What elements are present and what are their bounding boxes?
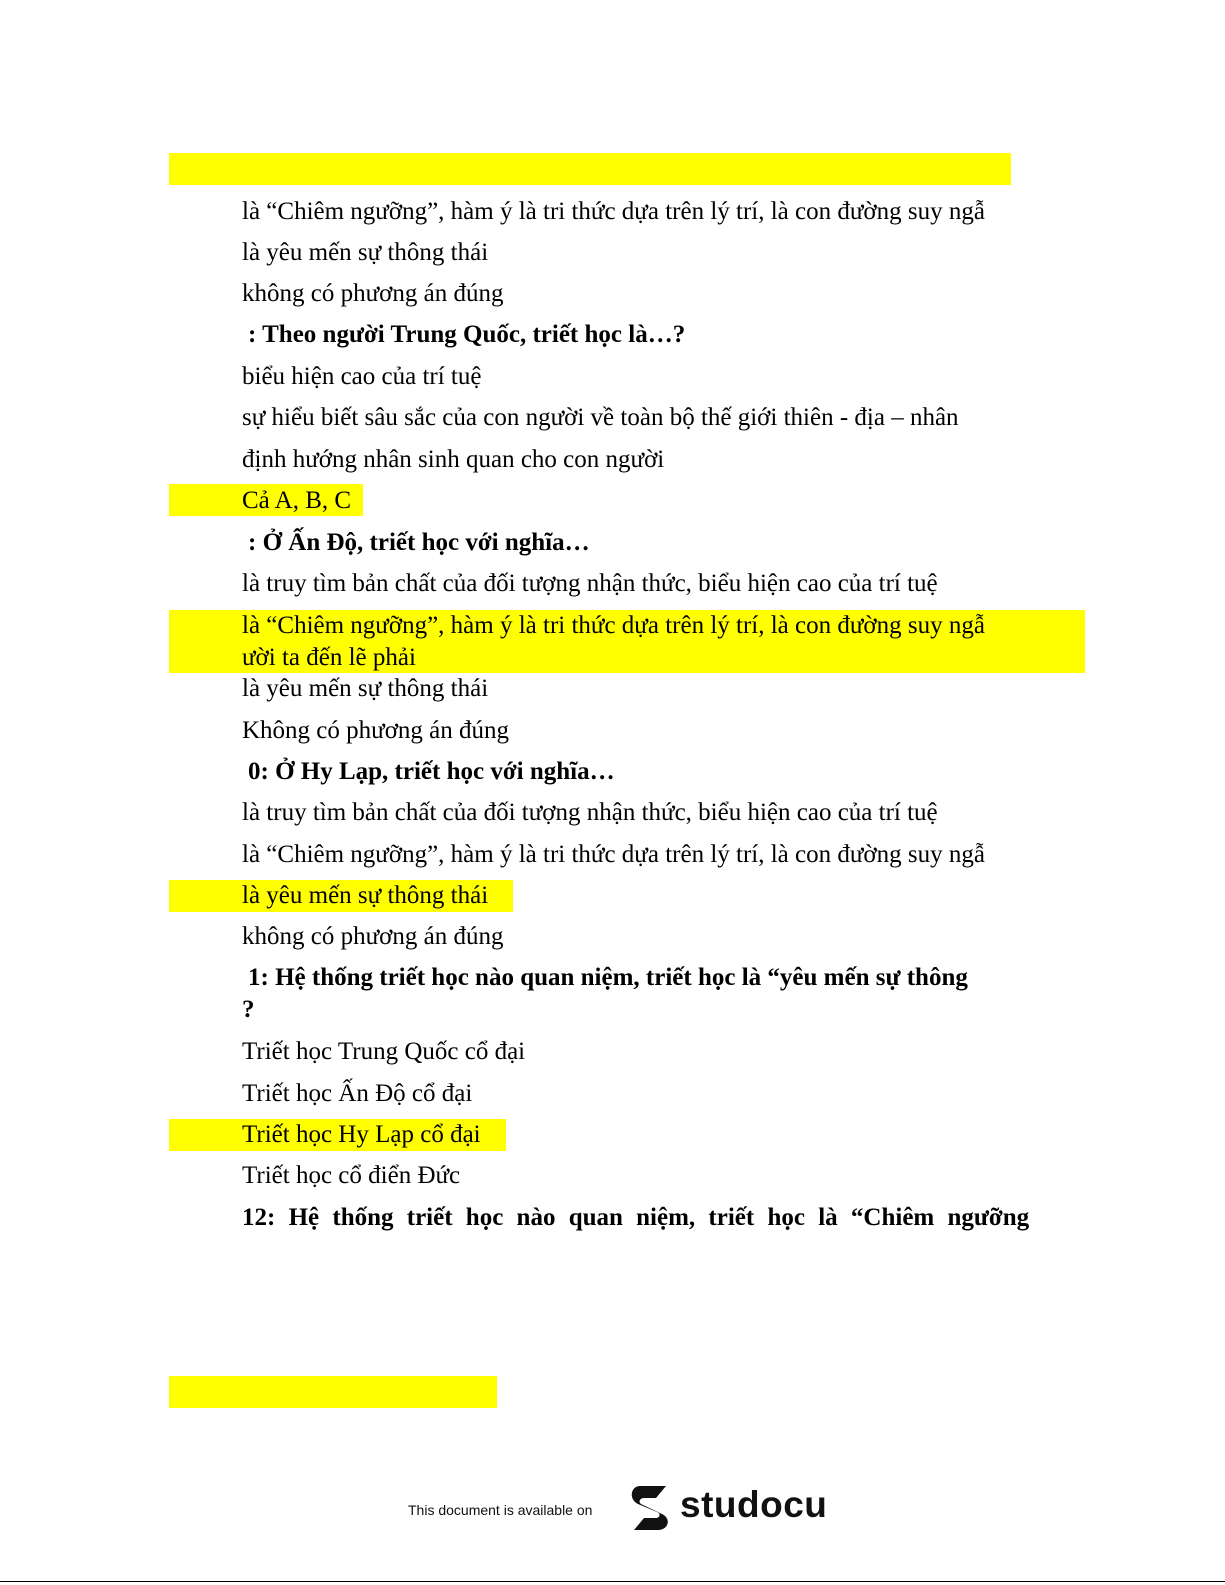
- option-line: là yêu mến sự thông thái: [242, 675, 489, 702]
- correct-answer: Cả A, B, C: [242, 487, 352, 514]
- option-line: là truy tìm bản chất của đối tượng nhận thức, biểu hiện cao của trí tuệ: [242, 799, 938, 826]
- option-line: Không có phương án đúng: [242, 717, 510, 744]
- question-heading-continuation: ?: [242, 996, 255, 1023]
- option-line: sự hiểu biết sâu sắc của con người về toàn bộ thế giới thiên - địa – nhân: [242, 404, 959, 431]
- studocu-logo-icon: [626, 1482, 674, 1534]
- option-line: là truy tìm bản chất của đối tượng nhận thức, biểu hiện cao của trí tuệ: [242, 570, 938, 597]
- correct-answer: Triết học Hy Lạp cổ đại: [242, 1121, 481, 1148]
- available-on-text: This document is available on: [408, 1502, 593, 1518]
- option-line: không có phương án đúng: [242, 280, 504, 307]
- question-heading: 12: Hệ thống triết học nào quan niệm, triết học là “Chiêm ngưỡng: [242, 1204, 1030, 1231]
- option-line: định hướng nhân sinh quan cho con người: [242, 446, 665, 473]
- option-line: là yêu mến sự thông thái: [242, 239, 489, 266]
- correct-answer: là yêu mến sự thông thái: [242, 882, 489, 909]
- question-heading: : Ở Ấn Độ, triết học với nghĩa…: [248, 529, 590, 556]
- option-line: Triết học Ấn Độ cổ đại: [242, 1080, 473, 1107]
- option-line: là “Chiêm ngưỡng”, hàm ý là tri thức dựa trên lý trí, là con đường suy ngẫ: [242, 841, 985, 868]
- option-line: Triết học cổ điển Đức: [242, 1162, 461, 1189]
- option-line: là “Chiêm ngưỡng”, hàm ý là tri thức dựa trên lý trí, là con đường suy ngẫ: [242, 198, 985, 225]
- correct-answer-continuation: ười ta đến lẽ phải: [242, 644, 416, 671]
- question-heading: : Theo người Trung Quốc, triết học là…?: [248, 321, 686, 348]
- correct-answer: là “Chiêm ngưỡng”, hàm ý là tri thức dựa trên lý trí, là con đường suy ngẫ: [242, 612, 985, 639]
- option-line: Triết học Trung Quốc cổ đại: [242, 1038, 526, 1065]
- highlight-bar-top: [169, 153, 1011, 185]
- question-heading: 1: Hệ thống triết học nào quan niệm, triết học là “yêu mến sự thông: [248, 964, 968, 991]
- page-bottom-rule: [0, 1581, 1225, 1582]
- highlight-bar-bottom: [169, 1376, 497, 1408]
- studocu-footer: [0, 1478, 1225, 1548]
- option-line: biểu hiện cao của trí tuệ: [242, 363, 482, 390]
- studocu-logo-text: studocu: [680, 1484, 828, 1525]
- option-line: không có phương án đúng: [242, 923, 504, 950]
- question-heading: 0: Ở Hy Lạp, triết học với nghĩa…: [248, 758, 615, 785]
